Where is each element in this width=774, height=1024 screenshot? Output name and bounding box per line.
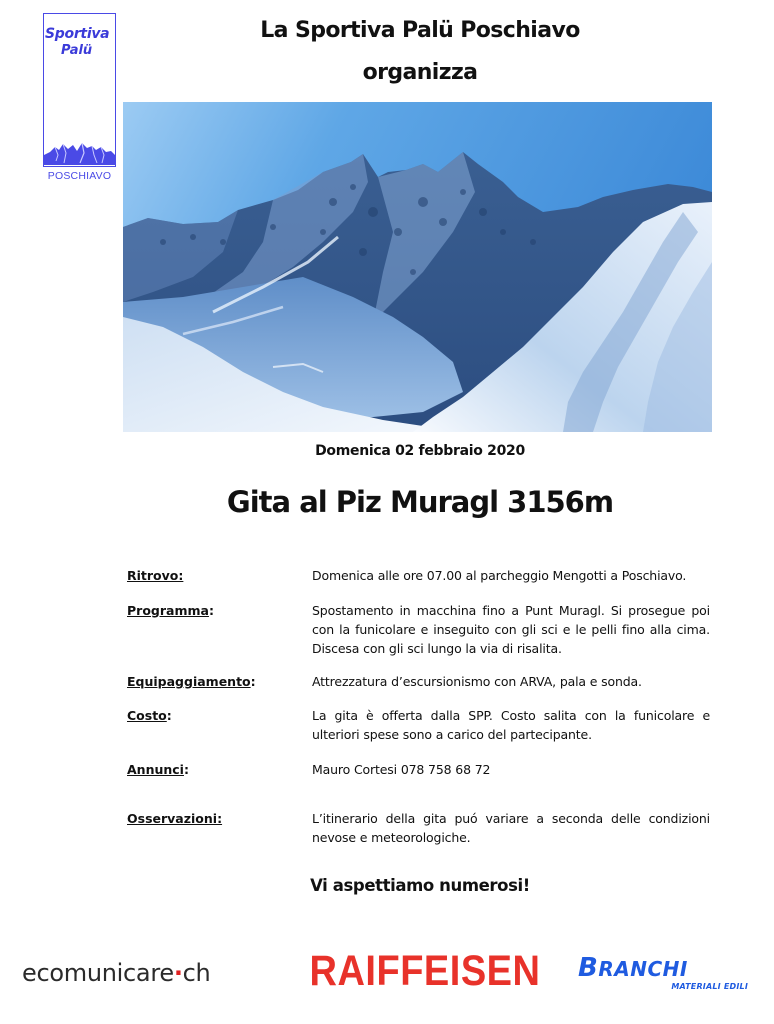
detail-label (127, 672, 256, 691)
organizer-subtitle: organizza (362, 60, 478, 85)
eco-name: ecomunicare (22, 959, 174, 987)
label-suffix: : (166, 708, 172, 723)
logo-name-line2: Palü (61, 43, 93, 58)
branchi-initial: B (578, 953, 599, 983)
detail-value: Spostamento in macchina fino a Punt Muragl. Si prosegue poi con la funicolare e inseguito con gli sci e le pelli fino alla cima. Discesa con gli sci lungo la via di risalita. (312, 603, 710, 656)
label-text: Programma (127, 603, 209, 618)
label-text: Annunci (127, 762, 184, 777)
event-date: Domenica 02 febbraio 2020 (315, 443, 525, 459)
mountain-photo-graphic (123, 102, 712, 432)
mountain-photo (123, 102, 712, 432)
eco-dot: · (173, 959, 183, 987)
label-text: Equipaggiamento (127, 674, 251, 689)
label-text: Osservazioni: (127, 811, 223, 826)
label-text: Ritrovo: (127, 568, 184, 583)
mountain-icon (44, 141, 115, 165)
detail-value: Mauro Cortesi 078 758 68 72 (312, 762, 491, 777)
label-suffix: : (183, 762, 189, 777)
sponsor-raiffeisen-logo: RAIFFEISEN (309, 948, 541, 996)
detail-value: Attrezzatura d’escursionismo con ARVA, pala e sonda. (312, 674, 642, 689)
label-suffix: : (250, 674, 256, 689)
detail-label (127, 601, 214, 620)
branchi-name (578, 955, 758, 982)
sponsor-ecomunicare-logo (22, 959, 210, 987)
logo-name-line1: Sportiva (45, 26, 110, 42)
branchi-rest: RANCHI (598, 957, 688, 981)
organizer-title: La Sportiva Palü Poschiavo (260, 18, 580, 43)
branchi-subtitle: MATERIALI EDILI (671, 982, 748, 991)
detail-label (127, 760, 189, 779)
closing-message: Vi aspettiamo numerosi! (310, 876, 530, 895)
detail-label (127, 566, 183, 585)
detail-value: La gita è offerta dalla SPP. Costo salita con la funicolare e ulteriori spese sono a carico del partecipante. (312, 708, 710, 742)
logo-town: POSCHIAVO (47, 170, 112, 182)
event-title: Gita al Piz Muragl 3156m (226, 485, 614, 519)
label-suffix: : (208, 603, 214, 618)
label-text: Costo (127, 708, 167, 723)
eco-tld: ch (182, 959, 211, 987)
detail-value: Domenica alle ore 07.00 al parcheggio Mengotti a Poschiavo. (312, 568, 687, 583)
detail-value: L’itinerario della gita puó variare a seconda delle condizioni nevose e meteorologiche. (312, 811, 710, 845)
detail-label (127, 706, 172, 725)
sponsor-branchi-logo (578, 955, 758, 992)
detail-label (127, 809, 222, 828)
club-logo (43, 13, 116, 184)
